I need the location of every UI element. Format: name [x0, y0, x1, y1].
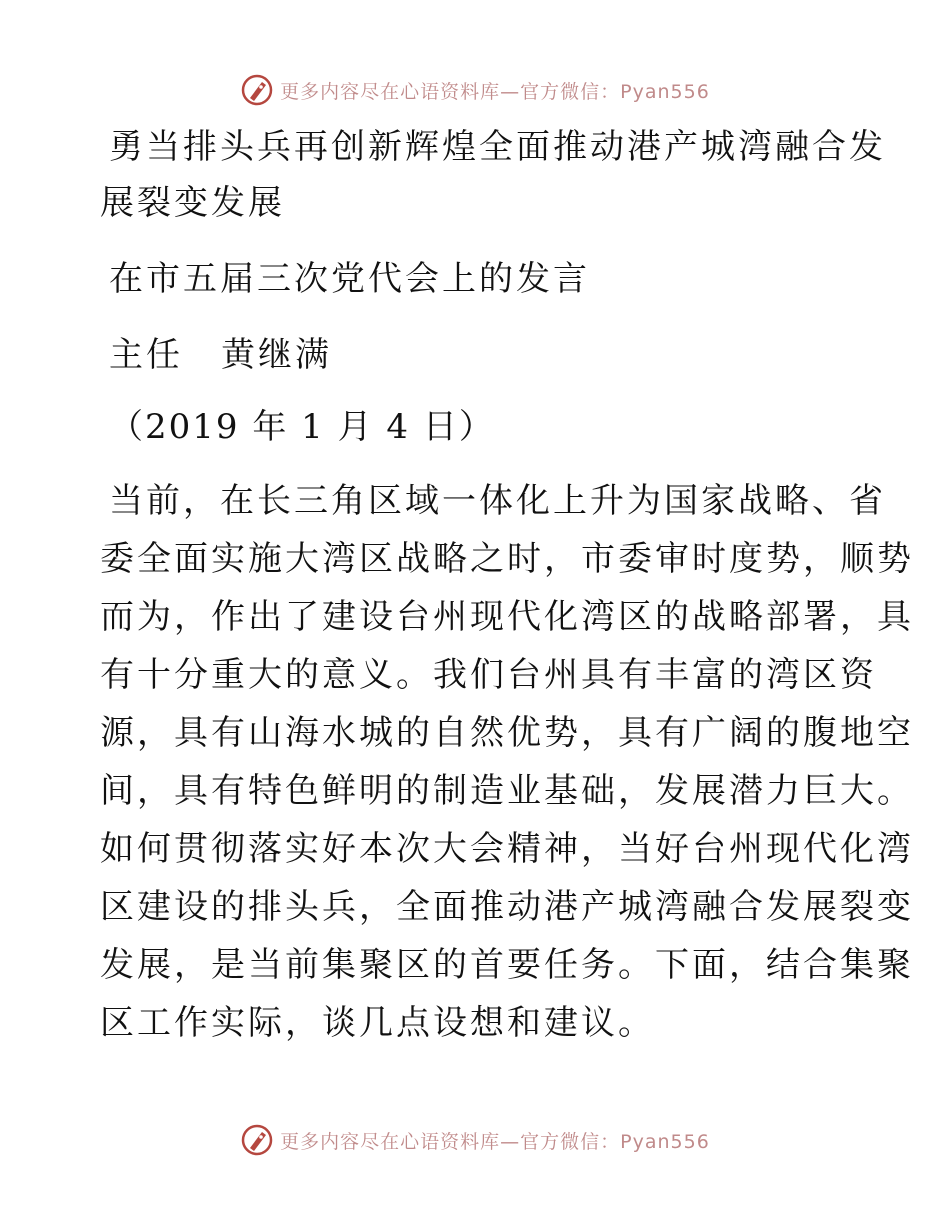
body-line: 而为，作出了建设台州现代化湾区的战略部署，具: [100, 597, 914, 637]
body-line: 源，具有山海水城的自然优势，具有广阔的腹地空: [100, 713, 914, 753]
body-line: 委全面实施大湾区战略之时，市委审时度势，顺势: [100, 539, 914, 579]
author-role: 主任: [109, 335, 183, 375]
author-name: 黄继满: [221, 335, 332, 375]
body-line: 有十分重大的意义。我们台州具有丰富的湾区资: [100, 655, 877, 695]
document-title-line-1: 勇当排头兵再创新辉煌全面推动港产城湾融合发: [109, 127, 886, 167]
pen-nib-seal-icon: [240, 73, 274, 107]
watermark-text: 更多内容尽在心语资料库—官方微信：Pyan556: [280, 1130, 710, 1153]
document-title-line-2: 展裂变发展: [100, 183, 285, 223]
footer-watermark: [0, 1120, 950, 1160]
body-line: 区工作实际，谈几点设想和建议。: [100, 1003, 655, 1043]
body-line: 区建设的排头兵，全面推动港产城湾融合发展裂变: [100, 887, 914, 927]
watermark-text: 更多内容尽在心语资料库—官方微信：Pyan556: [280, 80, 710, 103]
body-line: 间，具有特色鲜明的制造业基础，发展潜力巨大。: [100, 771, 914, 811]
body-line: 如何贯彻落实好本次大会精神，当好台州现代化湾: [100, 829, 914, 869]
author-line: [100, 334, 869, 376]
document-date: （2019 年 1 月 4 日）: [109, 407, 495, 447]
header-watermark: [0, 70, 950, 110]
body-line: 当前，在长三角区域一体化上升为国家战略、省: [109, 481, 886, 521]
body-line: 发展，是当前集聚区的首要任务。下面，结合集聚: [100, 945, 914, 985]
pen-nib-seal-icon: [240, 1123, 274, 1157]
document-subtitle: 在市五届三次党代会上的发言: [109, 259, 590, 299]
